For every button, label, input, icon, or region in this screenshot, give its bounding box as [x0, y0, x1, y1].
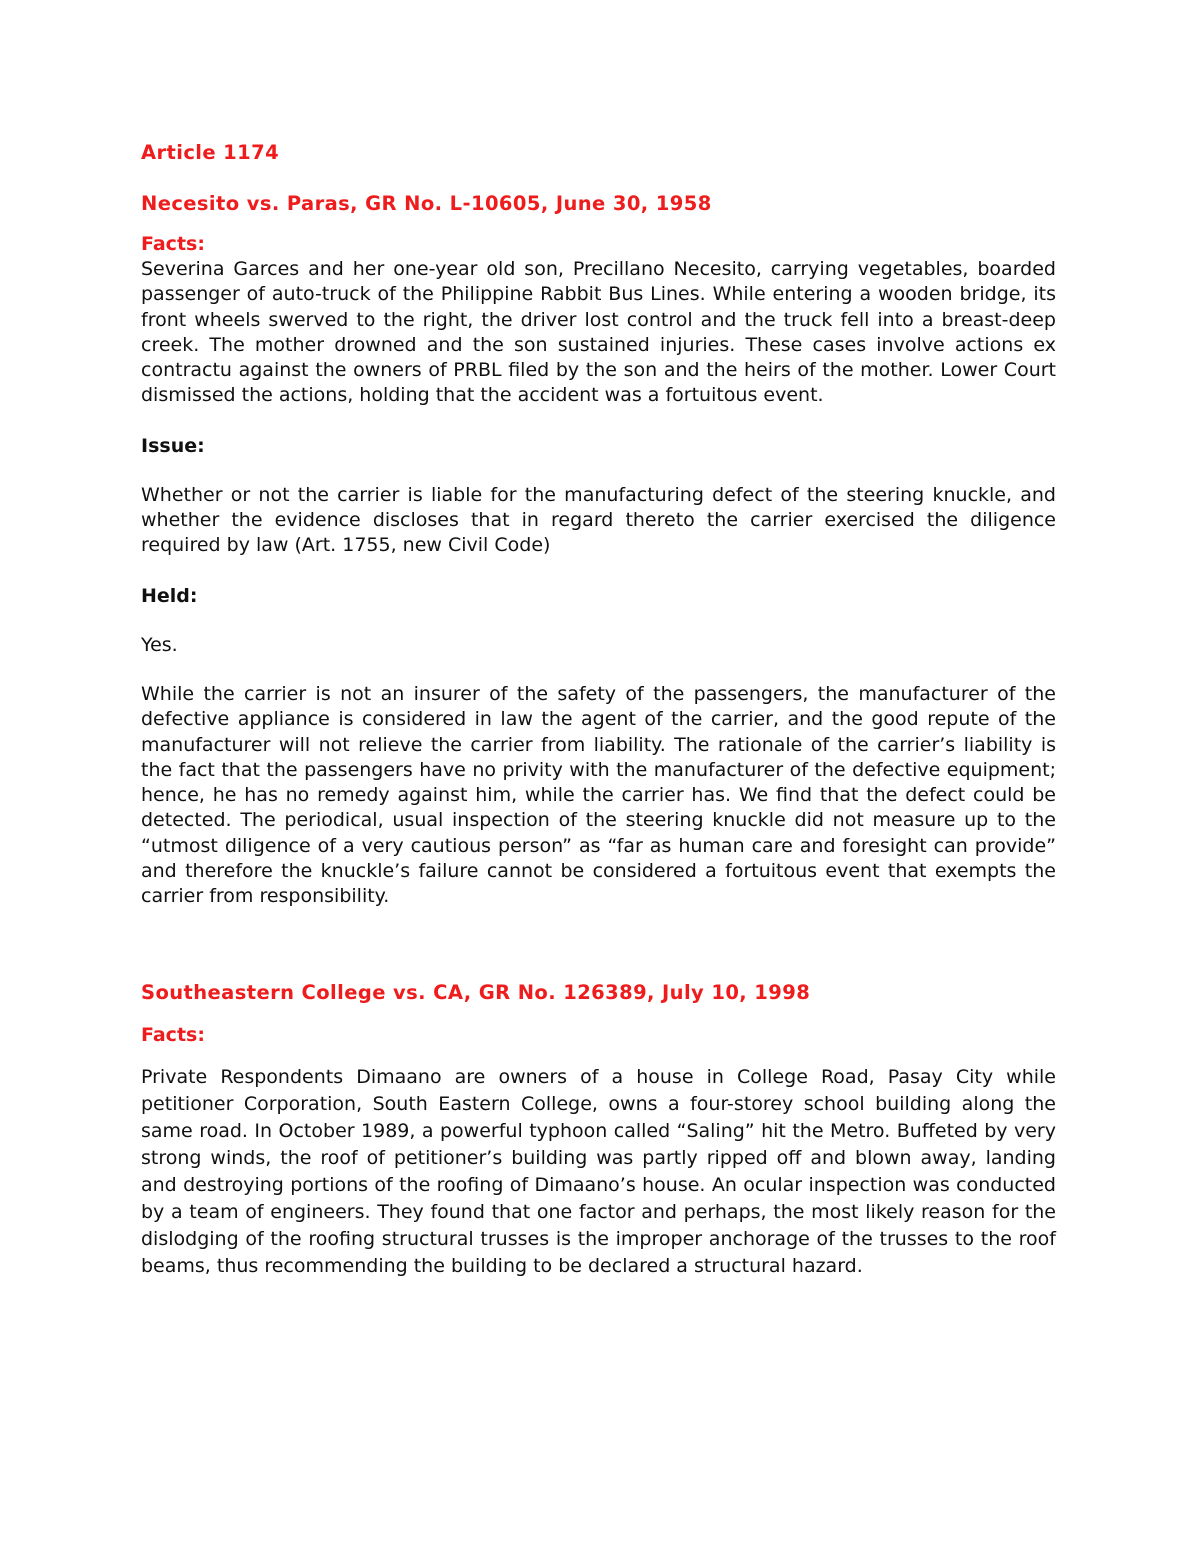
- case2-facts-label: Facts:: [141, 1023, 205, 1046]
- article-title: Article 1174: [141, 141, 280, 164]
- case1-held-answer: Yes.: [141, 633, 178, 656]
- case1-issue-text: Whether or not the carrier is liable for the manufacturing defect of the steering knuckle, and whether the evidence discloses that in regard thereto the carrier exercised the diligence required by law (Art. 1755, new Civil Code): [141, 483, 1056, 557]
- case1-held-text: While the carrier is not an insurer of the safety of the passengers, the manufacturer of the defective appliance is considered in law the agent of the carrier, and the good repute of the manufacturer will not relieve the carrier from liability. The rationale of the carrier’s liability is the fact that the passengers have no privity with the manufacturer of the defective equipment; hence, he has no remedy against him, while the carrier has. We find that the defect could be detected. The periodical, usual inspection of the steering knuckle did not measure up to the “utmost diligence of a very cautious person” as “far as human care and foresight can provide” and therefore the knuckle’s failure cannot be considered a fortuitous event that exempts the carrier from responsibility.: [141, 682, 1056, 908]
- case1-title: Necesito vs. Paras, GR No. L-10605, June 30, 1958: [141, 192, 712, 215]
- case1-facts-text: Severina Garces and her one-year old son, Precillano Necesito, carrying vegetables, boarded passenger of auto-truck of the Philippine Rabbit Bus Lines. While entering a wooden bridge, its front wheels swerved to the right, the driver lost control and the truck fell into a breast-deep creek. The mother drowned and the son sustained injuries. These cases involve actions ex contractu against the owners of PRBL filed by the son and the heirs of the mother. Lower Court dismissed the actions, holding that the accident was a fortuitous event.: [141, 258, 1056, 407]
- case2-title: Southeastern College vs. CA, GR No. 126389, July 10, 1998: [141, 980, 811, 1004]
- case1-facts-label: Facts:: [141, 233, 205, 255]
- document-page: [141, 138, 1056, 1280]
- case1-held-label: Held:: [141, 584, 198, 607]
- case1-issue-label: Issue:: [141, 434, 205, 457]
- case2-facts-text: Private Respondents Dimaano are owners of a house in College Road, Pasay City while petitioner Corporation, South Eastern College, owns a four-storey school building along the same road. In October 1989, a powerful typhoon called “Saling” hit the Metro. Buffeted by very strong winds, the roof of petitioner’s building was partly ripped off and blown away, landing and destroying portions of the roofing of Dimaano’s house. An ocular inspection was conducted by a team of engineers. They found that one factor and perhaps, the most likely reason for the dislodging of the roofing structural trusses is the improper anchorage of the trusses to the roof beams, thus recommending the building to be declared a structural hazard.: [141, 1065, 1056, 1277]
